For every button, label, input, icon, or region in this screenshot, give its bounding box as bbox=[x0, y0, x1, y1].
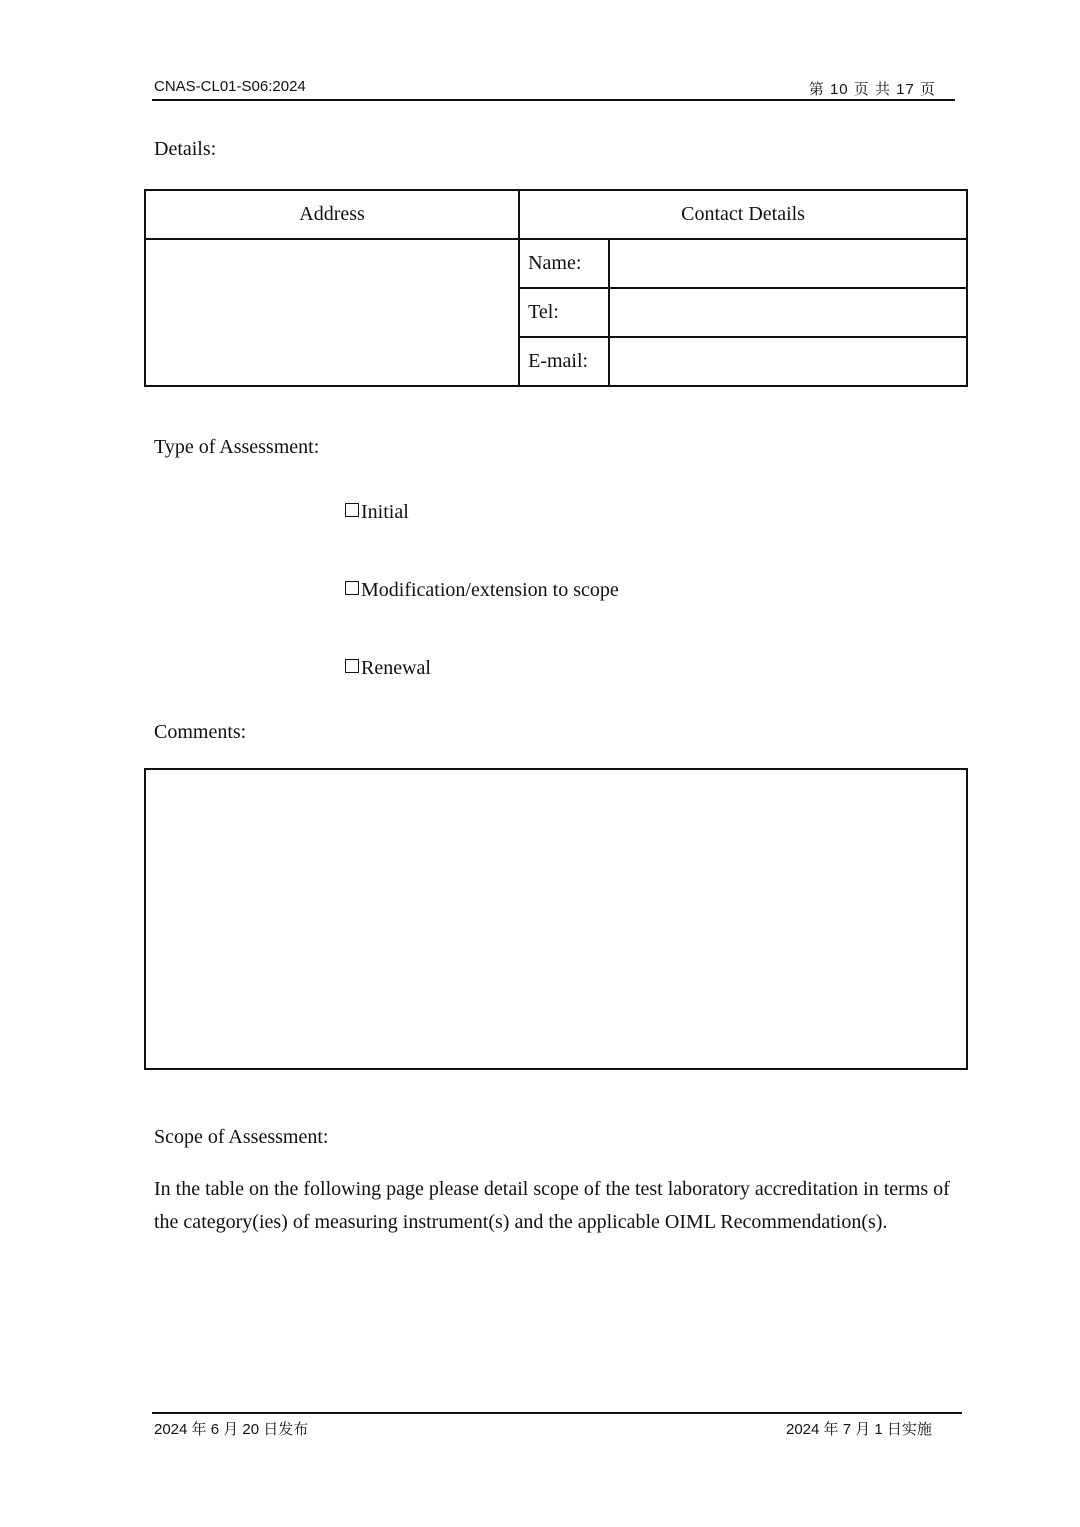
footer-rule bbox=[152, 1412, 962, 1414]
scope-text: In the table on the following page please detail scope of the test laboratory accreditation in terms of the category(ies) of measuring instrument(s) and the applicable OIML Recommendation(s). bbox=[154, 1178, 950, 1233]
details-label: Details: bbox=[154, 138, 217, 160]
scope-label: Scope of Assessment: bbox=[154, 1126, 329, 1148]
checkbox-modification[interactable] bbox=[345, 581, 359, 595]
option-renewal-label: Renewal bbox=[361, 657, 431, 679]
option-renewal[interactable] bbox=[345, 657, 431, 680]
table-row bbox=[145, 239, 967, 288]
details-header-row bbox=[145, 190, 967, 239]
assessment-type-label: Type of Assessment: bbox=[154, 436, 320, 458]
issue-date: 2024 年 6 月 20 日发布 bbox=[154, 1421, 309, 1438]
tel-field[interactable] bbox=[609, 288, 967, 337]
page-number: 第 10 页 共 17 页 bbox=[808, 81, 936, 98]
comments-label: Comments: bbox=[154, 721, 247, 743]
checkbox-initial[interactable] bbox=[345, 503, 359, 517]
option-initial[interactable] bbox=[345, 501, 409, 524]
effective-date: 2024 年 7 月 1 日实施 bbox=[786, 1421, 932, 1438]
header-rule bbox=[152, 99, 955, 101]
details-table bbox=[144, 189, 968, 387]
email-label: E-mail: bbox=[519, 337, 609, 386]
option-initial-label: Initial bbox=[361, 501, 409, 523]
email-field[interactable] bbox=[609, 337, 967, 386]
checkbox-renewal[interactable] bbox=[345, 659, 359, 673]
contact-details-header: Contact Details bbox=[519, 190, 967, 239]
option-modification[interactable] bbox=[345, 579, 619, 602]
address-header: Address bbox=[145, 190, 519, 239]
name-field[interactable] bbox=[609, 239, 967, 288]
option-modification-label: Modification/extension to scope bbox=[361, 579, 619, 601]
tel-label: Tel: bbox=[519, 288, 609, 337]
doc-code: CNAS-CL01-S06:2024 bbox=[154, 78, 306, 95]
address-field[interactable] bbox=[145, 239, 519, 386]
comments-field[interactable] bbox=[144, 768, 968, 1070]
name-label: Name: bbox=[519, 239, 609, 288]
